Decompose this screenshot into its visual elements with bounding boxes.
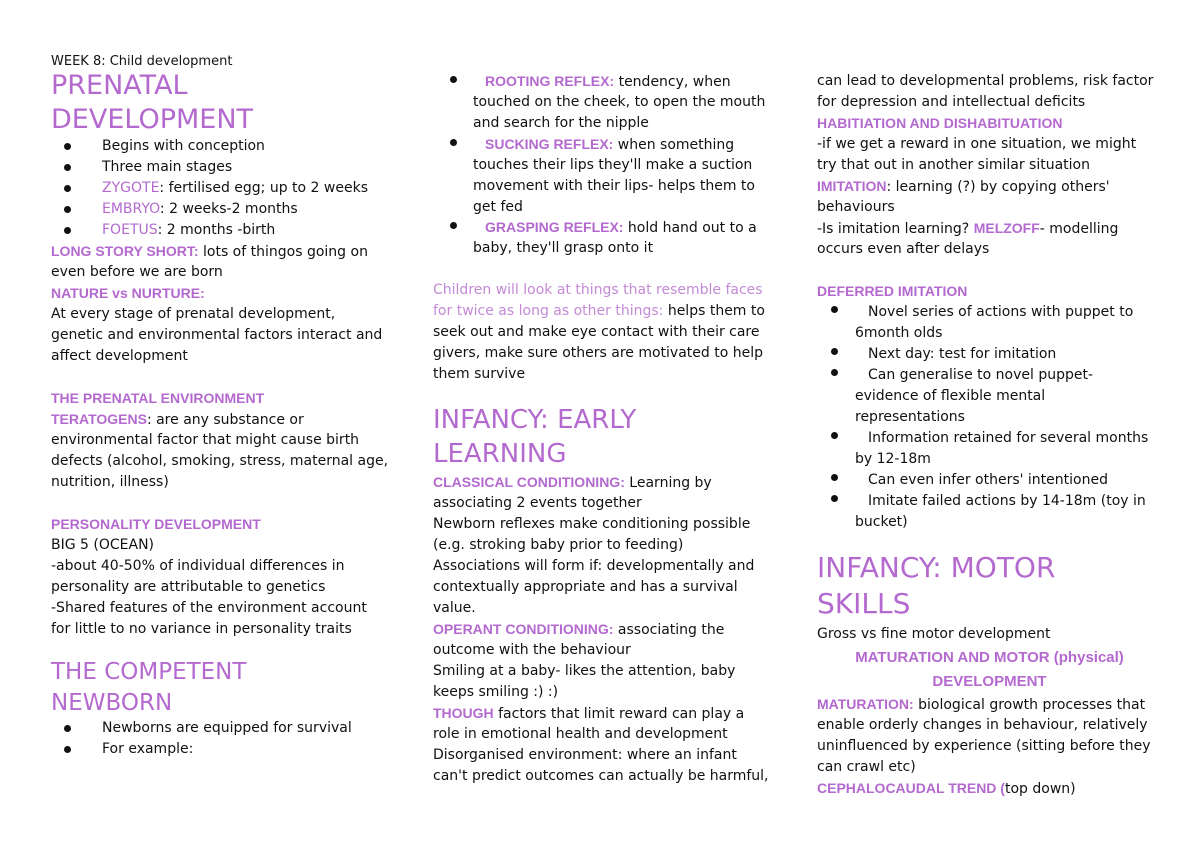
prenatal-bullet: FOETUS: 2 months -birth [102, 222, 276, 238]
grasping-reflex: GRASPING REFLEX: hold hand out to a [485, 219, 757, 236]
gross-fine-line: Gross vs fine motor development [817, 626, 1051, 642]
paragraph-line: givers, make sure others are motivated to help [433, 345, 763, 361]
paragraph-line: affect development [51, 348, 188, 364]
classical-conditioning: CLASSICAL CONDITIONING: Learning by [433, 474, 712, 491]
paragraph-line: value. [433, 600, 476, 616]
paragraph-line: can crawl etc) [817, 759, 916, 775]
paragraph-line: uninfluenced by experience (sitting before they [817, 738, 1151, 754]
motor-heading-line2: SKILLS [817, 587, 911, 620]
paragraph-line: try that out in another similar situation [817, 157, 1090, 173]
melzoff-line: -Is imitation learning? MELZOFF- modelling [817, 220, 1119, 237]
bullet-icon [450, 222, 457, 229]
deferred-bullet: Next day: test for imitation [868, 346, 1057, 362]
paragraph-line: -if we get a reward in one situation, we might [817, 136, 1137, 152]
paragraph-line: personality are attributable to genetics [51, 579, 326, 595]
bullet-icon [831, 306, 838, 313]
maturation-heading-line1: MATURATION AND MOTOR (physical) [855, 649, 1124, 666]
paragraph-line: genetic and environmental factors interact and [51, 327, 383, 343]
bullet-icon [64, 185, 71, 192]
bullet-icon [64, 143, 71, 150]
deferred-bullet: Information retained for several months [868, 430, 1149, 446]
paragraph-line: -Shared features of the environment account [51, 600, 367, 616]
bullet-icon [831, 348, 838, 355]
paragraph-line: can't predict outcomes can actually be harmful, [433, 768, 769, 784]
paragraph-line: outcome with the behaviour [433, 642, 631, 658]
cephalocaudal-line: CEPHALOCAUDAL TREND (top down) [817, 780, 1076, 797]
paragraph-line: touched on the cheek, to open the mouth [473, 94, 766, 110]
though-line: THOUGH factors that limit reward can play a [433, 705, 745, 722]
paragraph-line: Associations will form if: developmentally and [433, 558, 755, 574]
paragraph-line: get fed [473, 199, 523, 215]
long-story-short: LONG STORY SHORT: lots of thingos going on [51, 243, 368, 260]
personality-heading: PERSONALITY DEVELOPMENT [51, 516, 261, 532]
paragraph-line: environmental factor that might cause birth [51, 432, 360, 448]
paragraph-line: 6month olds [855, 325, 943, 341]
paragraph-line: baby, they'll grasp onto it [473, 240, 654, 256]
paragraph-line: Newborn reflexes make conditioning possible [433, 516, 751, 532]
prenatal-bullet: ZYGOTE: fertilised egg; up to 2 weeks [102, 180, 368, 196]
paragraph-line: occurs even after delays [817, 241, 990, 257]
paragraph-line: evidence of flexible mental [855, 388, 1046, 404]
paragraph-line: and search for the nipple [473, 115, 649, 131]
bullet-icon [831, 432, 838, 439]
prenatal-heading-line2: DEVELOPMENT [51, 104, 254, 135]
bullet-icon [64, 227, 71, 234]
teratogens-line: TERATOGENS: are any substance or [51, 411, 304, 428]
paragraph-line: by 12-18m [855, 451, 931, 467]
paragraph-line: BIG 5 (OCEAN) [51, 537, 155, 553]
nature-nurture-heading: NATURE vs NURTURE: [51, 285, 205, 301]
paragraph-line: can lead to developmental problems, risk factor [817, 73, 1154, 89]
paragraph-line: behaviours [817, 199, 895, 215]
sucking-reflex: SUCKING REFLEX: when something [485, 136, 735, 153]
bullet-icon [450, 139, 457, 146]
prenatal-heading-line1: PRENATAL [51, 70, 188, 101]
paragraph-line: Disorganised environment: where an infant [433, 747, 737, 763]
deferred-bullet: Can even infer others' intentioned [868, 472, 1108, 488]
maturation-line: MATURATION: biological growth processes that [817, 696, 1146, 713]
rooting-reflex: ROOTING REFLEX: tendency, when [485, 73, 731, 90]
paragraph-line: representations [855, 409, 965, 425]
paragraph-line: even before we are born [51, 264, 223, 280]
prenatal-environment-heading: THE PRENATAL ENVIRONMENT [51, 390, 265, 406]
week-title: WEEK 8: Child development [51, 54, 233, 69]
paragraph-line: for depression and intellectual deficits [817, 94, 1086, 110]
paragraph-line: enable orderly changes in behaviour, relatively [817, 717, 1148, 733]
paragraph-line: bucket) [855, 514, 908, 530]
faces-line: Children will look at things that resemble faces [433, 282, 763, 298]
paragraph-line: them survive [433, 366, 526, 382]
faces-line: for twice as long as other things: helps them to [433, 303, 765, 319]
paragraph-line: associating 2 events together [433, 495, 642, 511]
deferred-bullet: Imitate failed actions by 14-18m (toy in [868, 493, 1146, 509]
paragraph-line: defects (alcohol, smoking, stress, maternal age, [51, 453, 389, 469]
prenatal-bullet: Begins with conception [102, 138, 265, 154]
paragraph-line: (e.g. stroking baby prior to feeding) [433, 537, 684, 553]
competent-bullet: Newborns are equipped for survival [102, 720, 352, 736]
habituation-heading: HABITIATION AND DISHABITUATION [817, 115, 1063, 131]
bullet-icon [64, 206, 71, 213]
bullet-icon [64, 746, 71, 753]
bullet-icon [64, 725, 71, 732]
deferred-imitation-heading: DEFERRED IMITATION [817, 283, 968, 299]
deferred-bullet: Can generalise to novel puppet- [868, 367, 1094, 383]
paragraph-line: movement with their lips- helps them to [473, 178, 755, 194]
paragraph-line: for little to no variance in personality traits [51, 621, 352, 637]
paragraph-line: keeps smiling :) :) [433, 684, 559, 700]
prenatal-bullet: Three main stages [102, 159, 233, 175]
bullet-icon [831, 474, 838, 481]
operant-conditioning: OPERANT CONDITIONING: associating the [433, 621, 725, 638]
paragraph-line: touches their lips they'll make a suction [473, 157, 753, 173]
infancy-learning-heading-line1: INFANCY: EARLY [433, 405, 637, 435]
bullet-icon [450, 76, 457, 83]
maturation-heading-line2: DEVELOPMENT [932, 673, 1047, 690]
paragraph-line: Smiling at a baby- likes the attention, baby [433, 663, 736, 679]
motor-heading-line1: INFANCY: MOTOR [817, 551, 1056, 584]
bullet-icon [64, 164, 71, 171]
paragraph-line: contextually appropriate and has a survival [433, 579, 738, 595]
paragraph-line: At every stage of prenatal development, [51, 306, 336, 322]
infancy-learning-heading-line2: LEARNING [433, 439, 567, 469]
paragraph-line: seek out and make eye contact with their care [433, 324, 760, 340]
bullet-icon [831, 369, 838, 376]
paragraph-line: role in emotional health and development [433, 726, 728, 742]
competent-heading-line1: THE COMPETENT [51, 659, 247, 685]
prenatal-bullet: EMBRYO: 2 weeks-2 months [102, 201, 298, 217]
paragraph-line: nutrition, illness) [51, 474, 169, 490]
competent-bullet: For example: [102, 741, 194, 757]
paragraph-line: -about 40-50% of individual differences in [51, 558, 345, 574]
imitation-line: IMITATION: learning (?) by copying others' [817, 178, 1110, 195]
bullet-icon [831, 495, 838, 502]
competent-heading-line2: NEWBORN [51, 690, 173, 716]
deferred-bullet: Novel series of actions with puppet to [868, 304, 1134, 320]
